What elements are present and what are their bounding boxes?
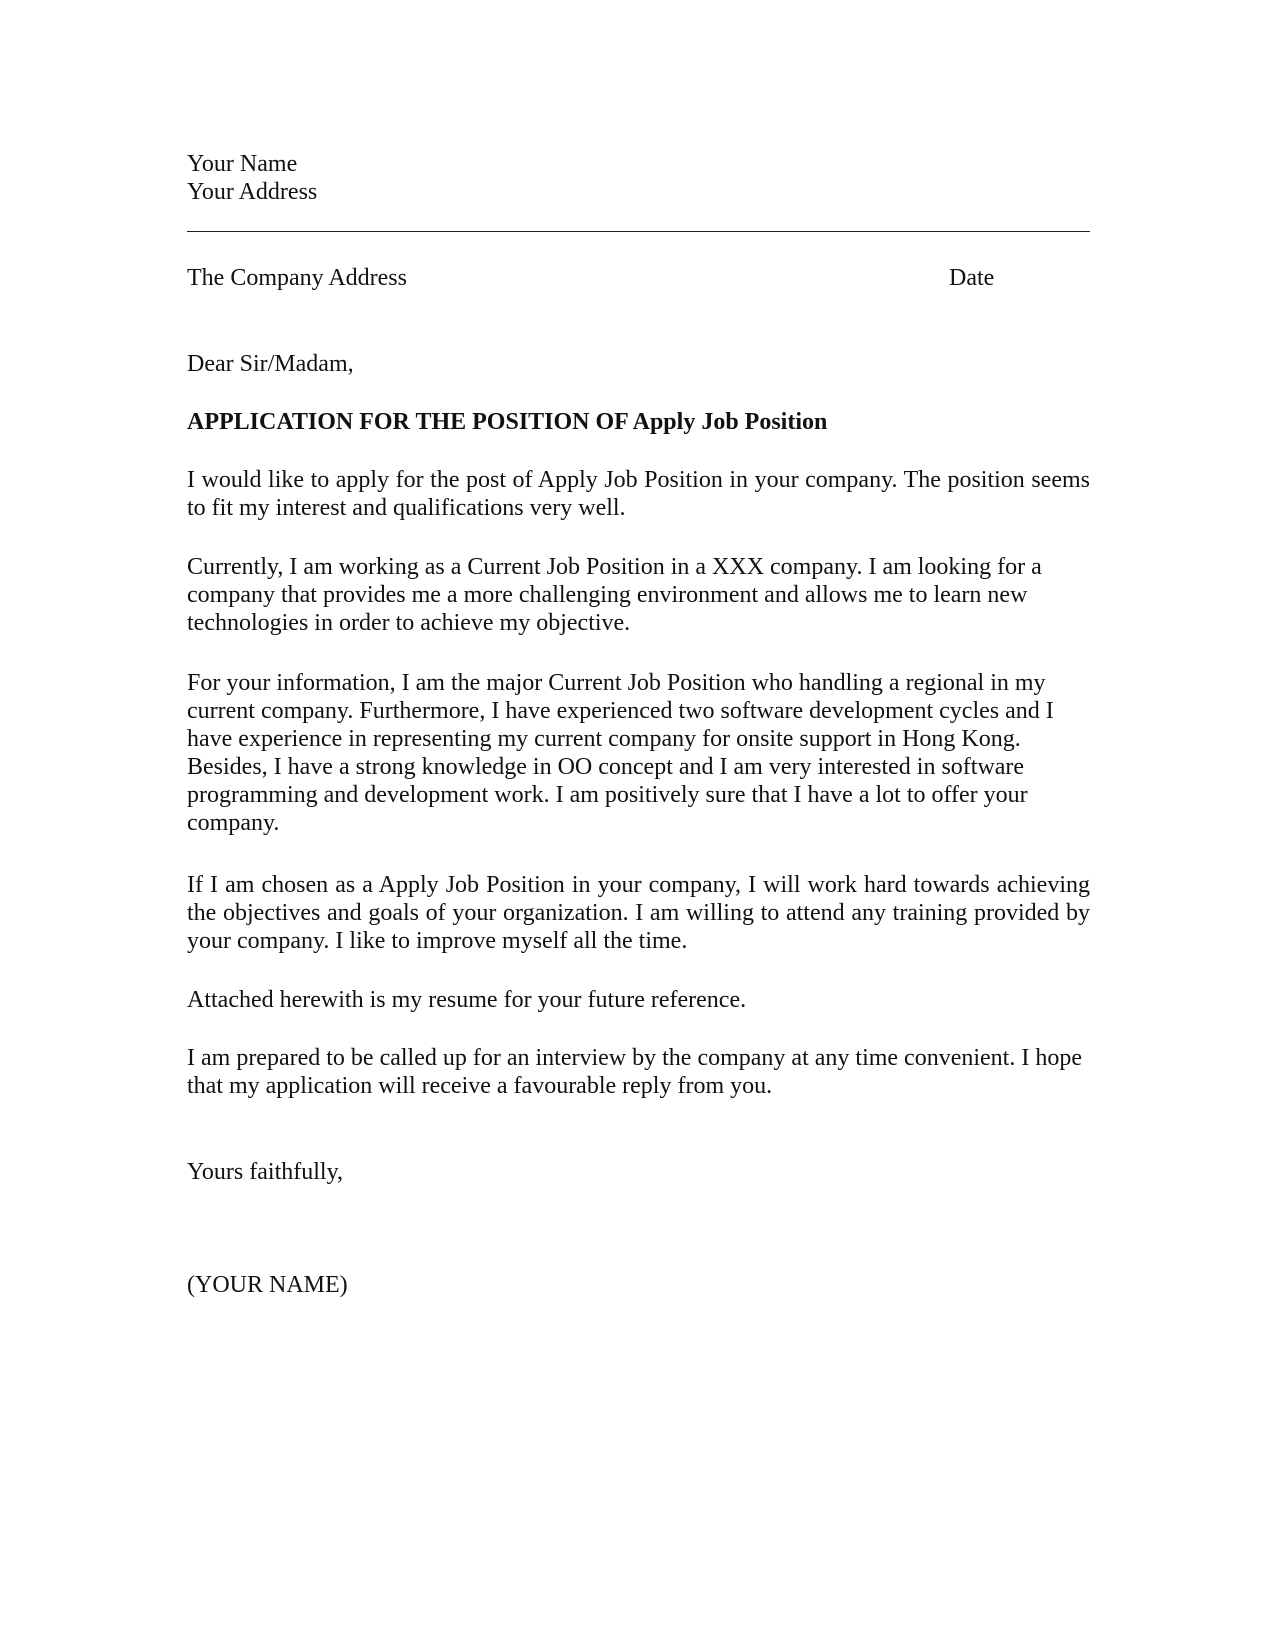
- salutation: Dear Sir/Madam,: [187, 351, 354, 377]
- company-address: The Company Address: [187, 265, 407, 291]
- sender-block: [187, 150, 1090, 206]
- paragraph-interview: I am prepared to be called up for an interview by the company at any time convenient. I hope that my application will receive a favourable reply from you.: [187, 1045, 1082, 1099]
- paragraph-current-job: Currently, I am working as a Current Job Position in a XXX company. I am looking for a company that provides me a more challenging environment and allows me to learn new technologies in order to achieve my objective.: [187, 554, 1042, 636]
- letter-date: Date: [949, 265, 995, 291]
- signature: (YOUR NAME): [187, 1272, 348, 1298]
- recipient-line: [187, 264, 1090, 292]
- paragraph-attachment: Attached herewith is my resume for your future reference.: [187, 987, 747, 1013]
- paragraph-experience: For your information, I am the major Current Job Position who handling a regional in my current company. Furthermore, I have experienced two software development cycles and I have experience in representing my current company for onsite support in Hong Kong. Besides, I have a strong knowledge in OO concept and I am very interested in software programming and development work. I am positively sure that I have a lot to offer your company.: [187, 670, 1054, 836]
- subject-line: APPLICATION FOR THE POSITION OF Apply Job Position: [187, 409, 828, 435]
- paragraph-commitment: If I am chosen as a Apply Job Position in your company, I will work hard towards achieving the objectives and goals of your organization. I am willing to attend any training provided by your company. I like to improve myself all the time.: [187, 872, 1090, 954]
- header-divider: [187, 231, 1090, 232]
- sender-name: Your Name: [187, 151, 298, 177]
- sender-address: Your Address: [187, 179, 318, 205]
- paragraph-intro: I would like to apply for the post of Apply Job Position in your company. The position seems to fit my interest and qualifications very well.: [187, 467, 1090, 521]
- closing: Yours faithfully,: [187, 1159, 344, 1185]
